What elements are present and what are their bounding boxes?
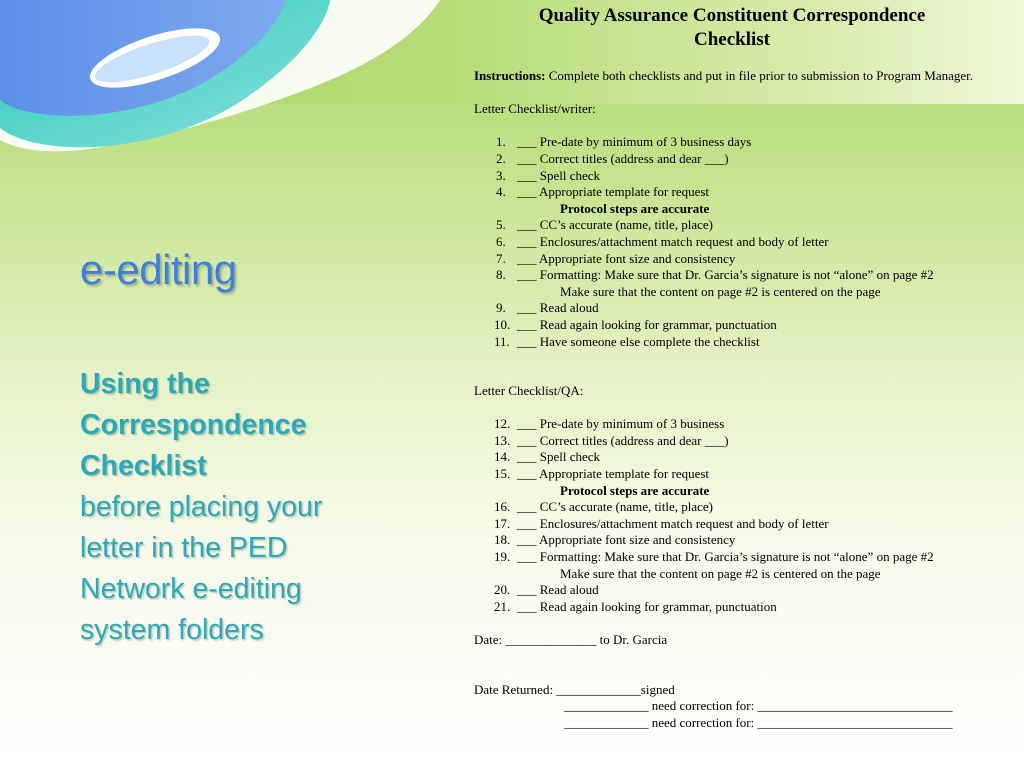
subtitle-line: Correspondence bbox=[80, 409, 307, 441]
checklist-item: 8. ___ Formatting: Make sure that Dr. Garcia’s signature is not “alone” on page #2 bbox=[496, 267, 934, 283]
qa-checklist-heading: Letter Checklist/QA: bbox=[474, 383, 584, 399]
checklist-item: 17. ___ Enclosures/attachment match request and body of letter bbox=[494, 515, 829, 531]
writer-checklist-heading: Letter Checklist/writer: bbox=[474, 101, 596, 117]
subtitle-line: system folders bbox=[80, 614, 264, 646]
instructions bbox=[474, 68, 990, 85]
qa-checklist bbox=[474, 416, 990, 615]
checklist-item: 1. ___ Pre-date by minimum of 3 business days bbox=[496, 134, 752, 150]
checklist-item: 11. ___ Have someone else complete the checklist bbox=[494, 333, 760, 349]
subtitle-line: Using the bbox=[80, 368, 210, 400]
checklist-item: 9. ___ Read aloud bbox=[496, 300, 599, 316]
slide-title: e-editing bbox=[80, 246, 237, 293]
checklist-item: 20. ___ Read aloud bbox=[494, 582, 599, 598]
content-note: Make sure that the content on page #2 is centered on the page bbox=[560, 565, 881, 581]
checklist-item: 5. ___ CC’s accurate (name, title, place) bbox=[496, 217, 714, 233]
checklist-item: 3. ___ Spell check bbox=[496, 167, 601, 183]
checklist-item: 18. ___ Appropriate font size and consistency bbox=[494, 532, 736, 548]
subtitle-line: Network e-editing bbox=[80, 573, 302, 605]
subtitle-line: letter in the PED bbox=[80, 532, 288, 564]
document-title bbox=[474, 4, 990, 52]
checklist-item: 10. ___ Read again looking for grammar, punctuation bbox=[494, 316, 777, 332]
checklist-item: 21. ___ Read again looking for grammar, punctuation bbox=[494, 598, 777, 614]
checklist-item: 15. ___ Appropriate template for request bbox=[494, 466, 710, 482]
checklist-item: 4. ___ Appropriate template for request bbox=[496, 184, 710, 200]
checklist-document bbox=[474, 4, 990, 731]
instructions-label: Instructions: bbox=[474, 68, 546, 83]
checklist-item: 6. ___ Enclosures/attachment match request and body of letter bbox=[496, 233, 829, 249]
checklist-item: 7. ___ Appropriate font size and consistency bbox=[496, 250, 736, 266]
date-line: Date: ______________ to Dr. Garcia bbox=[474, 632, 668, 647]
checklist-item: 16. ___ CC’s accurate (name, title, place) bbox=[494, 499, 714, 515]
checklist-item: 19. ___ Formatting: Make sure that Dr. Garcia’s signature is not “alone” on page #2 bbox=[494, 549, 934, 565]
checklist-item: 2. ___ Correct titles (address and dear ___) bbox=[496, 150, 729, 166]
document-title-line: Quality Assurance Constituent Correspondence bbox=[538, 5, 926, 26]
subtitle-line: before placing your bbox=[80, 491, 323, 523]
protocol-note: Protocol steps are accurate bbox=[560, 200, 710, 216]
checklist-item: 14. ___ Spell check bbox=[494, 449, 601, 465]
checklist-item: 13. ___ Correct titles (address and dear ___) bbox=[494, 432, 729, 448]
correction-line: _____________ need correction for: ______________________________ bbox=[564, 698, 953, 714]
checklist-item: 12. ___ Pre-date by minimum of 3 business bbox=[494, 416, 725, 432]
instructions-text: Complete both checklists and put in file prior to submission to Program Manager. bbox=[545, 68, 974, 83]
correction-line: _____________ need correction for: ______________________________ bbox=[564, 714, 953, 730]
document-title-line: Checklist bbox=[694, 29, 770, 50]
subtitle-line: Checklist bbox=[80, 450, 207, 482]
date-returned-line: Date Returned: _____________signed bbox=[474, 681, 675, 697]
writer-checklist bbox=[474, 134, 990, 350]
swirl-logo-graphic bbox=[0, 0, 460, 160]
slide-subtitle bbox=[80, 364, 390, 651]
content-note: Make sure that the content on page #2 is centered on the page bbox=[560, 283, 881, 299]
protocol-note: Protocol steps are accurate bbox=[560, 482, 710, 498]
